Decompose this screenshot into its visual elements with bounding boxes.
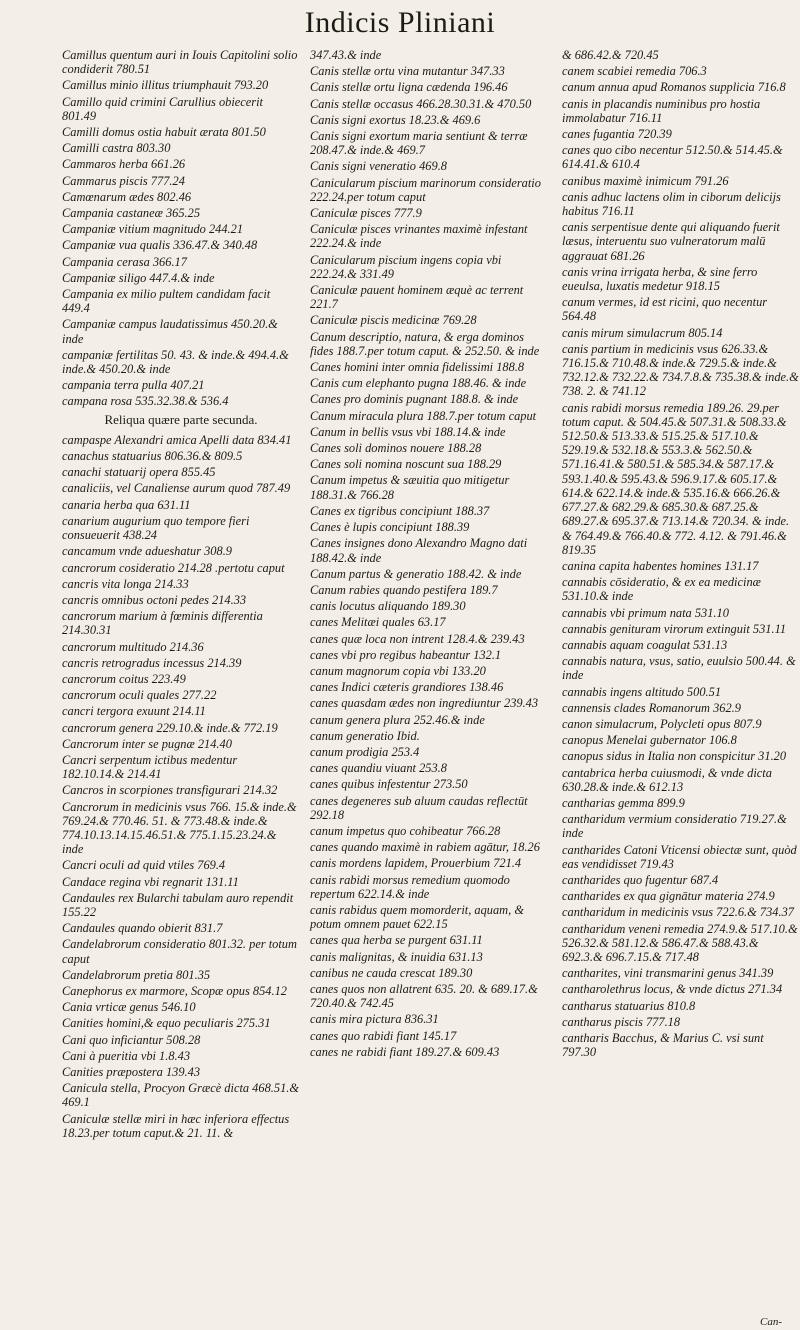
- index-entry: canopus Menelai gubernator 106.8: [562, 733, 737, 748]
- index-entry: Canicula stella, Procyon Græcè dicta 468.51.& 469.1: [62, 1081, 299, 1110]
- index-entry: Canis signi exortum maria sentiunt & terræ 208.47.& inde.& 469.7: [310, 129, 528, 158]
- index-entry: Campania cerasa 366.17: [62, 254, 187, 269]
- index-entry: canis mordens lapidem, Prouerbium 721.4: [310, 856, 522, 871]
- index-entry: cancamum vnde adueshatur 308.9: [62, 544, 232, 559]
- index-entry: canibus ne cauda crescat 189.30: [310, 965, 473, 980]
- index-entry: canes quandiu viuant 253.8: [310, 761, 447, 776]
- index-entry: Campania ex milio pultem candidam facit 449.4: [62, 287, 271, 316]
- index-entry: Canum impetus & sæuitia quo mitigetur 188.31.& 766.28: [310, 473, 510, 502]
- index-entry: cannensis clades Romanorum 362.9: [562, 700, 741, 715]
- index-entry: canem scabiei remedia 706.3: [562, 64, 707, 79]
- index-entry: campaspe Alexandri amica Apelli data 834.41: [62, 432, 292, 447]
- index-entry: canis rabidi morsus remedium quomodo repertum 622.14.& inde: [310, 872, 510, 901]
- index-entry: Camillo quid crimini Carullius obiecerit 801.49: [62, 94, 264, 123]
- index-entry: Candace regina vbi regnarit 131.11: [62, 874, 239, 889]
- index-entry: Canes è lupis concipiunt 188.39: [310, 520, 470, 535]
- index-entry: Canes soli nomina noscunt sua 188.29: [310, 457, 502, 472]
- index-entry: Cammarus piscis 777.24: [62, 173, 185, 188]
- index-entry: cancrorum genera 229.10.& inde.& 772.19: [62, 720, 278, 735]
- index-entry: cancrorum multitudo 214.36: [62, 639, 204, 654]
- index-entry: canibus maximè inimicum 791.26: [562, 173, 729, 188]
- index-entry: Canes pro dominis pugnant 188.8. & inde: [310, 392, 519, 407]
- index-entry: 347.43.& inde: [310, 48, 382, 62]
- index-column-1: [62, 48, 300, 1142]
- index-entry: canum impetus quo cohibeatur 766.28: [310, 823, 501, 838]
- index-entry: Caniculæ pisces vrinantes maximè infestant 222.24.& inde: [310, 222, 528, 251]
- index-entry: Canities præpostera 139.43: [62, 1065, 201, 1079]
- index-entry: Camillus minio illitus triumphauit 793.20: [62, 78, 269, 93]
- index-entry: Canum miracula plura 188.7.per totum caput: [310, 408, 537, 423]
- index-entry: Campaniæ vitium magnitudo 244.21: [62, 222, 244, 237]
- index-entry: cantharidum vermium consideratio 719.27.& inde: [562, 812, 787, 841]
- index-entry: Camillus quentum auri in Iouis Capitolini solio condiderit 780.51: [62, 48, 298, 77]
- index-entry: canaliciis, vel Canaliense aurum quod 787.49: [62, 481, 291, 496]
- index-entry: Canis signi veneratio 469.8: [310, 159, 447, 174]
- index-entry: canis mira pictura 836.31: [310, 1012, 439, 1027]
- index-entry: cannabis cōsideratio, & ex ea medicinæ 531.10.& inde: [562, 575, 761, 604]
- index-entry: canis serpentisue dente qui aliquando fuerit læsus, interuentu suo vulneratorum malū aggrauat 681.26: [562, 220, 780, 263]
- index-entry: canes ne rabidi fiant 189.27.& 609.43: [310, 1044, 500, 1059]
- index-entry: Canis stellæ occasus 466.28.30.31.& 470.50: [310, 96, 532, 111]
- index-entry: cantharidum in medicinis vsus 722.6.& 734.37: [562, 905, 794, 920]
- index-entry: canopus sidus in Italia non conspicitur 31.20: [562, 749, 787, 764]
- index-entry: canis rabidi morsus remedia 189.26. 29.per totum caput. & 504.45.& 507.31.& 508.33.& 512.50.& 513.33.& 515.25.& 517.10.& 529.19.& 532.18.& 553.3.& 562.50.& 571.16.41.& 580.51.& 585.34.& 587.17.& 593.1.40.& 595.43.& 596.9.17.& 605.17.& 614.& 622.14.& inde.& 535.16.& 666.26.& 677.27.& 682.29.& 685.30.& 687.25.& 689.27.& 695.37.& 713.14.& 720.34. & inde. & 764.49.& 766.40.& 772. 4.12. & 791.46.& 819.35: [562, 400, 790, 557]
- index-entry: Cancros in scorpiones transfigurari 214.32: [62, 783, 278, 798]
- index-entry: Campaniæ campus laudatissimus 450.20.& inde: [62, 317, 278, 346]
- index-entry: cantharides quo fugentur 687.4: [562, 872, 719, 887]
- index-entry: canachus statuarius 806.36.& 809.5: [62, 449, 243, 464]
- index-entry: Canis signi exortus 18.23.& 469.6: [310, 112, 481, 127]
- index-entry: canes fugantia 720.39: [562, 127, 672, 142]
- index-entry: cancris vita longa 214.33: [62, 576, 189, 591]
- index-entry: Cancri oculi ad quid vtiles 769.4: [62, 858, 226, 873]
- index-entry: cancris omnibus octoni pedes 214.33: [62, 592, 247, 607]
- index-entry: Canum partus & generatio 188.42. & inde: [310, 566, 522, 581]
- index-entry: canum prodigia 253.4: [310, 744, 420, 759]
- index-entry: Candaules rex Bularchi tabulam auro rependit 155.22: [62, 890, 294, 919]
- index-entry: canis vrina irrigata herba, & sine ferro eueulsa, luxatis medetur 918.15: [562, 264, 758, 294]
- index-entry: Campaniæ siligo 447.4.& inde: [62, 270, 215, 285]
- index-entry: cancrorum oculi quales 277.22: [62, 688, 217, 703]
- index-entry: Campania castaneæ 365.25: [62, 206, 201, 221]
- index-entry: Canum descriptio, natura, & erga dominos fides 188.7.per totum caput. & 252.50. & inde: [310, 329, 540, 358]
- index-entry: Canum in bellis vsus vbi 188.14.& inde: [310, 424, 506, 439]
- index-entry: cancrorum marium à fœminis differentia 214.30.31: [62, 609, 263, 638]
- index-entry: canum vermes, id est ricini, quo necentur 564.48: [562, 295, 768, 324]
- index-entry: Caniculæ stellæ miri in hæc inferiora effectus 18.23.per totum caput.& 21. 11. &: [62, 1111, 290, 1140]
- index-entry: Canicularum piscium ingens copia vbi 222.24.& 331.49: [310, 252, 502, 281]
- index-entry: Cancrorum in medicinis vsus 766. 15.& inde.& 769.24.& 770.46. 51. & 773.48.& inde.& 774.10.13.14.15.46.51.& 775.1.15.23.24.& inde: [62, 799, 297, 857]
- index-entry: canis in placandis numinibus pro hostia immolabatur 716.11: [562, 96, 761, 125]
- index-entry: Candelabrorum consideratio 801.32. per totum caput: [62, 937, 297, 966]
- index-entry: canes Indici cæteris grandiores 138.46: [310, 680, 504, 695]
- index-entry: Camilli castra 803.30: [62, 141, 171, 156]
- index-entry: Campaniæ vua qualis 336.47.& 340.48: [62, 238, 258, 253]
- index-entry: Caniculæ pisces 777.9: [310, 206, 422, 221]
- index-entry: cantabrica herba cuiusmodi, & vnde dicta 630.28.& inde.& 612.13: [562, 765, 772, 794]
- index-entry: canaria herba qua 631.11: [62, 497, 191, 512]
- index-entry: cantharias gemma 899.9: [562, 795, 685, 810]
- index-entry: canes quo rabidi fiant 145.17: [310, 1028, 457, 1043]
- index-entry: cantharis Bacchus, & Marius C. vsi sunt 797.30: [562, 1031, 764, 1060]
- index-entry: cantharidum veneni remedia 274.9.& 517.10.& 526.32.& 581.12.& 586.47.& 588.43.& 692.3.& 696.7.15.& 717.48: [562, 921, 798, 964]
- index-entry: canes Melitæi quales 63.17: [310, 615, 446, 630]
- index-entry: canis rabidus quem momorderit, aquam, & potum omnem pauet 622.15: [310, 902, 524, 932]
- index-column-2: [310, 48, 548, 1061]
- index-entry: Canis stellæ ortu ligna cædenda 196.46: [310, 80, 508, 95]
- index-entry: canes vbi pro regibus habeantur 132.1: [310, 647, 502, 662]
- index-entry: Cancri serpentum ictibus medentur 182.10.14.& 214.41: [62, 752, 238, 782]
- index-entry: canarium augurium quo tempore fieri consueuerit 438.24: [62, 513, 250, 543]
- index-entry: canis adhuc lactens olim in ciborum delicijs habitus 716.11: [562, 189, 781, 219]
- index-entry: & 686.42.& 720.45: [562, 48, 659, 62]
- index-entry: Canicularum piscium marinorum consideratio 222.24.per totum caput: [310, 175, 541, 204]
- index-entry: campana rosa 535.32.38.& 536.4: [62, 394, 229, 409]
- index-entry: canon simulacrum, Polycleti opus 807.9: [562, 716, 762, 731]
- index-entry: Candaules quando obierit 831.7: [62, 921, 223, 936]
- index-entry: Caniculæ pauent hominem æquè ac terrent 221.7: [310, 283, 524, 312]
- index-entry: Cani quo inficiantur 508.28: [62, 1032, 201, 1047]
- index-entry: cancrorum coitus 223.49: [62, 671, 186, 686]
- index-entry: cancri tergora exuunt 214.11: [62, 704, 206, 719]
- index-entry: Candelabrorum pretia 801.35: [62, 967, 211, 982]
- index-entry: cantharides ex qua gignātur materia 274.9: [562, 889, 775, 904]
- index-entry: canum generatio Ibid.: [310, 728, 420, 743]
- index-entry: cannabis vbi primum nata 531.10: [562, 605, 729, 620]
- index-entry: cantharolethrus locus, & vnde dictus 271.34: [562, 982, 783, 997]
- index-entry: Canes ex tigribus concipiunt 188.37: [310, 503, 490, 518]
- index-entry: Cania vrticæ genus 546.10: [62, 1000, 196, 1015]
- index-entry: canum magnorum copia vbi 133.20: [310, 663, 486, 678]
- catchword: Can-: [760, 1316, 782, 1328]
- index-entry: campaniæ fertilitas 50. 43. & inde.& 494.4.& inde.& 450.20.& inde: [62, 347, 289, 377]
- index-entry: cantharides Catoni Vticensi obiectæ sunt, quòd eas vendidisset 719.43: [562, 842, 797, 871]
- index-entry: canis locutus aliquando 189.30: [310, 599, 466, 614]
- index-entry: canes qua herba se purgent 631.11: [310, 933, 483, 948]
- index-entry: cantharus statuarius 810.8: [562, 998, 696, 1013]
- index-entry: Camœnarum ædes 802.46: [62, 189, 192, 204]
- index-entry: cantharus piscis 777.18: [562, 1014, 681, 1029]
- index-entry: cantharites, vini transmarini genus 341.39: [562, 966, 774, 981]
- index-entry: campania terra pulla 407.21: [62, 378, 205, 393]
- index-entry: canachi statuarij opera 855.45: [62, 465, 216, 480]
- index-entry: Cammaros herba 661.26: [62, 157, 186, 172]
- index-entry: Cani à pueritia vbi 1.8.43: [62, 1048, 191, 1063]
- index-entry: canes quo cibo necentur 512.50.& 514.45.& 614.41.& 610.4: [562, 143, 783, 172]
- index-entry: cannabis natura, vsus, satio, euulsio 500.44. & inde: [562, 654, 796, 683]
- index-entry: Canities homini,& equo peculiaris 275.31: [62, 1016, 271, 1031]
- index-entry: canes degeneres sub aluum caudas reflectūt 292.18: [310, 793, 528, 822]
- index-entry: canes quos non allatrent 635. 20. & 689.17.& 720.40.& 742.45: [310, 981, 538, 1011]
- index-entry: Cancrorum inter se pugnæ 214.40: [62, 736, 232, 751]
- index-entry: canes quæ loca non intrent 128.4.& 239.43: [310, 631, 525, 646]
- index-entry: cannabis genituram virorum extinguit 531.11: [562, 621, 787, 636]
- index-entry: canes quando maximè in rabiem agātur, 18.26: [310, 840, 540, 855]
- index-entry: cannabis ingens altitudo 500.51: [562, 684, 722, 699]
- index-entry: Canes soli dominos nouere 188.28: [310, 441, 482, 456]
- index-entry: Canis cum elephanto pugna 188.46. & inde: [310, 376, 527, 391]
- index-entry: cannabis aquam coagulat 531.13: [562, 637, 728, 652]
- index-entry: Canes homini inter omnia fidelissimi 188.8: [310, 360, 525, 375]
- index-entry: Reliqua quære parte secunda.: [104, 411, 258, 427]
- index-entry: Camilli domus ostia habuit ærata 801.50: [62, 125, 266, 140]
- index-entry: canina capita habentes homines 131.17: [562, 558, 759, 573]
- index-entry: Canum rabies quando pestifera 189.7: [310, 582, 498, 597]
- page-title: Indicis Pliniani: [304, 6, 496, 39]
- index-entry: cancrorum cosideratio 214.28 .pertotu caput: [62, 560, 285, 575]
- index-entry: canis mirum simulacrum 805.14: [562, 325, 723, 340]
- index-entry: Canes insignes dono Alexandro Magno dati 188.42.& inde: [310, 536, 528, 565]
- index-entry: canis malignitas, & inuidia 631.13: [310, 949, 483, 964]
- index-entry: Canephorus ex marmore, Scopæ opus 854.12: [62, 983, 287, 998]
- index-entry: canis partium in medicinis vsus 626.33.& 716.15.& 710.48.& inde.& 729.5.& inde.& 732.12.& 732.22.& 734.7.8.& 735.38.& inde.& 738. 2. & 741.12: [562, 341, 799, 399]
- index-entry: canum genera plura 252.46.& inde: [310, 712, 485, 727]
- index-entry: canes quasdam ædes non ingrediuntur 239.43: [310, 696, 539, 711]
- index-column-3: [562, 48, 800, 1061]
- index-entry: Canis stellæ ortu vina mutantur 347.33: [310, 64, 505, 79]
- index-entry: canes quibus infestentur 273.50: [310, 777, 468, 792]
- index-entry: cancris retrogradus incessus 214.39: [62, 655, 242, 670]
- index-entry: canum annua apud Romanos supplicia 716.8: [562, 80, 786, 95]
- index-entry: Caniculæ piscis medicinæ 769.28: [310, 313, 477, 328]
